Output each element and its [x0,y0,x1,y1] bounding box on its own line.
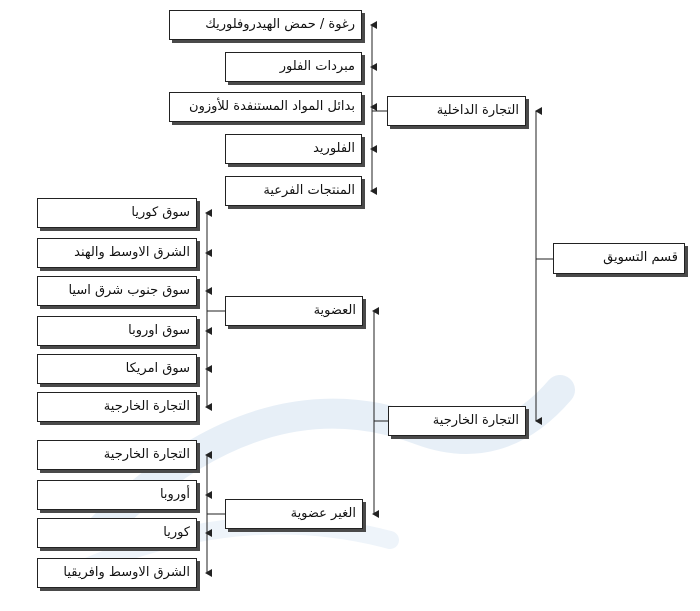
inorganic-item: الشرق الاوسط وافريقيا [37,558,197,588]
inorganic-item: كوريا [37,518,197,548]
domestic-item: مبردات الفلور [225,52,362,82]
domestic-item: بدائل المواد المستنفدة للأوزون [169,92,362,122]
organic-item: سوق كوريا [37,198,197,228]
root-node: قسم التسويق [553,243,685,274]
foreign-trade-node: التجارة الخارجية [388,406,526,436]
organic-item: سوق اوروبا [37,316,197,346]
domestic-trade-node: التجارة الداخلية [387,96,526,126]
organic-item: الشرق الاوسط والهند [37,238,197,268]
organic-item: التجارة الخارجية [37,392,197,422]
organic-item: سوق امريكا [37,354,197,384]
domestic-item: الفلوريد [225,134,362,164]
organic-node: العضوية [225,296,363,326]
inorganic-item: التجارة الخارجية [37,440,197,470]
domestic-item: رغوة / حمض الهيدروفلوريك [169,10,362,40]
organic-item: سوق جنوب شرق اسيا [37,276,197,306]
domestic-item: المنتجات الفرعية [225,176,362,206]
inorganic-node: الغير عضوية [225,499,363,529]
inorganic-item: أوروبا [37,480,197,510]
